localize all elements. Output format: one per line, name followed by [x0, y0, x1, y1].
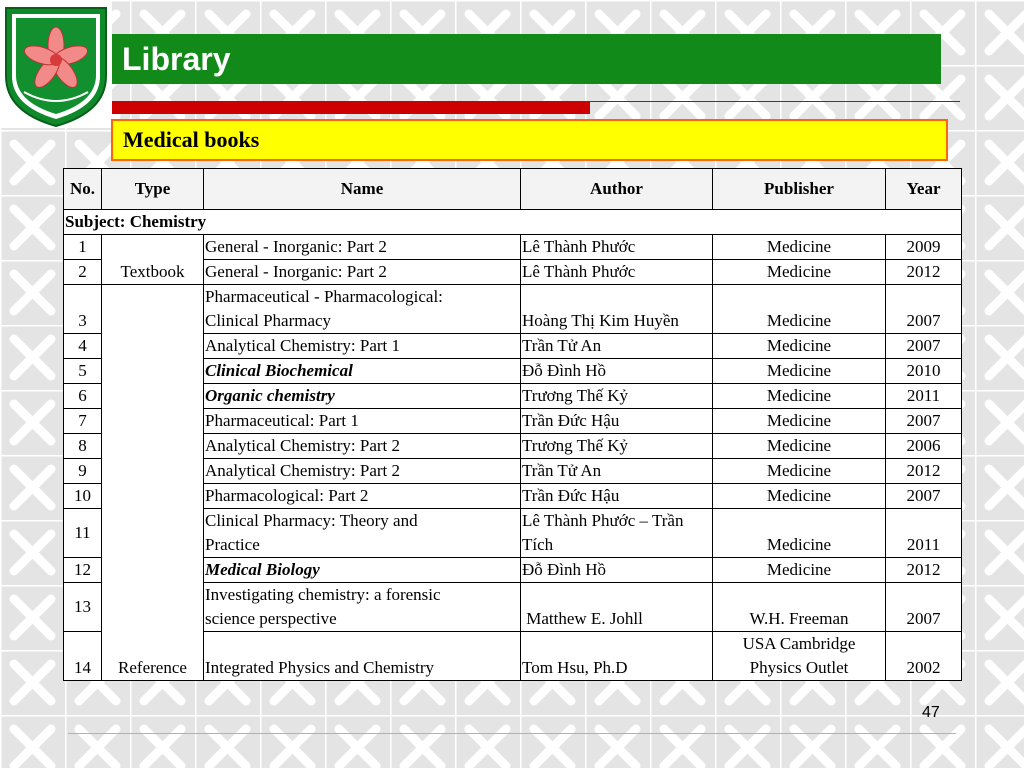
- row-name-line: Investigating chemistry: a forensic: [205, 585, 441, 604]
- row-year: 2007: [886, 583, 962, 632]
- page-number: 47: [922, 704, 940, 721]
- row-publisher: Medicine: [713, 359, 886, 384]
- university-logo: [0, 0, 112, 128]
- books-table: [63, 168, 962, 681]
- row-publisher: Medicine: [713, 334, 886, 359]
- header-no: No.: [64, 169, 102, 210]
- row-publisher: Medicine: [713, 384, 886, 409]
- row-publisher: W.H. Freeman: [713, 583, 886, 632]
- row-year: 2007: [886, 285, 962, 334]
- section-heading: Medical books: [111, 119, 948, 161]
- row-year: 2006: [886, 434, 962, 459]
- row-author: Trần Tử An: [521, 334, 713, 359]
- row-year: 2011: [886, 509, 962, 558]
- row-author: Đỗ Đình Hồ: [521, 558, 713, 583]
- header-name: Name: [204, 169, 521, 210]
- row-no: 9: [64, 459, 102, 484]
- row-year: 2007: [886, 409, 962, 434]
- row-publisher-line: Physics Outlet: [749, 658, 849, 677]
- row-name: Organic chemistry: [204, 384, 521, 409]
- row-year: 2011: [886, 384, 962, 409]
- row-publisher: Medicine: [713, 558, 886, 583]
- row-name: [204, 285, 521, 334]
- row-name-line: Clinical Pharmacy: Theory and: [205, 511, 418, 530]
- row-name: Medical Biology: [204, 558, 521, 583]
- row-publisher: Medicine: [713, 409, 886, 434]
- row-no: 11: [64, 509, 102, 558]
- row-no: 4: [64, 334, 102, 359]
- row-no: 12: [64, 558, 102, 583]
- row-name: Pharmaceutical: Part 1: [204, 409, 521, 434]
- row-author: Trần Tử An: [521, 459, 713, 484]
- row-publisher: Medicine: [713, 434, 886, 459]
- row-author: Lê Thành Phước: [521, 260, 713, 285]
- header-publisher: Publisher: [713, 169, 886, 210]
- type-reference: Reference: [102, 285, 204, 681]
- row-no: 6: [64, 384, 102, 409]
- type-textbook: Textbook: [102, 235, 204, 285]
- row-publisher: Medicine: [713, 459, 886, 484]
- row-author: Hoàng Thị Kim Huyền: [521, 285, 713, 334]
- subject-row: [64, 210, 962, 235]
- row-year: 2012: [886, 558, 962, 583]
- row-no: 2: [64, 260, 102, 285]
- row-author: Trương Thế Kỷ: [521, 434, 713, 459]
- row-name: General - Inorganic: Part 2: [204, 235, 521, 260]
- header-type: Type: [102, 169, 204, 210]
- row-year: 2009: [886, 235, 962, 260]
- row-name: Analytical Chemistry: Part 2: [204, 434, 521, 459]
- row-name-line: Practice: [205, 535, 260, 554]
- row-publisher: Medicine: [713, 260, 886, 285]
- slide-title: Library: [112, 34, 941, 84]
- row-no: 1: [64, 235, 102, 260]
- row-no: 5: [64, 359, 102, 384]
- header-author: Author: [521, 169, 713, 210]
- row-name: Analytical Chemistry: Part 2: [204, 459, 521, 484]
- row-publisher: Medicine: [713, 235, 886, 260]
- row-author-line: Tích: [522, 535, 554, 554]
- row-author: Trần Đức Hậu: [521, 409, 713, 434]
- row-name: [204, 583, 521, 632]
- row-no: 14: [64, 632, 102, 681]
- row-author: Matthew E. Johll: [521, 583, 713, 632]
- header-year: Year: [886, 169, 962, 210]
- row-name: Analytical Chemistry: Part 1: [204, 334, 521, 359]
- row-author: Tom Hsu, Ph.D: [521, 632, 713, 681]
- row-publisher-line: USA Cambridge: [742, 634, 856, 653]
- accent-bar: [112, 101, 590, 114]
- row-author: Đỗ Đình Hồ: [521, 359, 713, 384]
- row-publisher: [713, 632, 886, 681]
- row-name: Integrated Physics and Chemistry: [204, 632, 521, 681]
- footer-divider: [68, 733, 956, 734]
- row-no: 8: [64, 434, 102, 459]
- row-name: General - Inorganic: Part 2: [204, 260, 521, 285]
- row-name-line: Clinical Pharmacy: [205, 311, 332, 330]
- row-name: [204, 509, 521, 558]
- row-author: Trương Thế Kỷ: [521, 384, 713, 409]
- row-no: 7: [64, 409, 102, 434]
- row-publisher: Medicine: [713, 509, 886, 558]
- row-name-line: science perspective: [205, 609, 337, 628]
- row-year: 2002: [886, 632, 962, 681]
- row-no: 10: [64, 484, 102, 509]
- row-author: [521, 509, 713, 558]
- row-year: 2012: [886, 260, 962, 285]
- row-no: 13: [64, 583, 102, 632]
- row-publisher: Medicine: [713, 484, 886, 509]
- row-year: 2007: [886, 334, 962, 359]
- subject-label: Subject: Chemistry: [64, 210, 962, 235]
- row-name-line: Pharmaceutical - Pharmacological:: [205, 287, 443, 306]
- row-no: 3: [64, 285, 102, 334]
- row-year: 2012: [886, 459, 962, 484]
- table-row: [64, 235, 962, 260]
- row-name: Clinical Biochemical: [204, 359, 521, 384]
- row-author: Trần Đức Hậu: [521, 484, 713, 509]
- row-author: Lê Thành Phước: [521, 235, 713, 260]
- table-row: [64, 285, 962, 334]
- row-name: Pharmacological: Part 2: [204, 484, 521, 509]
- row-year: 2007: [886, 484, 962, 509]
- row-year: 2010: [886, 359, 962, 384]
- row-publisher: Medicine: [713, 285, 886, 334]
- row-author-line: Lê Thành Phước – Trần: [522, 511, 684, 530]
- table-header-row: [64, 169, 962, 210]
